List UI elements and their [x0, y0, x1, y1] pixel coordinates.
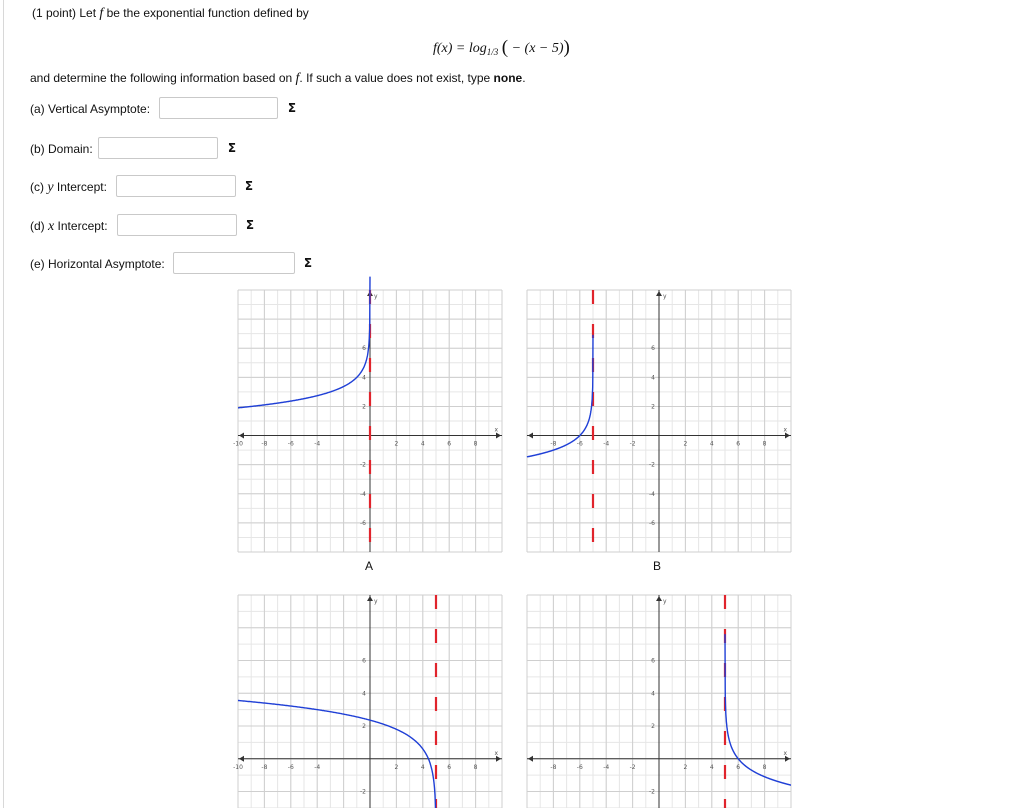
x-tick-label: -8 — [261, 763, 268, 771]
x-tick-label: -2 — [629, 440, 636, 448]
x-tick-label: 2 — [394, 440, 399, 448]
y-tick-label: 4 — [362, 690, 366, 698]
x-tick-label: -10 — [233, 763, 243, 771]
graph-a[interactable] — [233, 290, 502, 552]
x-tick-label: -8 — [550, 440, 557, 448]
y-tick-label: 2 — [362, 723, 366, 730]
y-axis-label: y — [374, 598, 378, 605]
y-tick-label: 6 — [651, 345, 655, 353]
instruction — [30, 71, 526, 87]
x-axis-label: x — [783, 749, 787, 757]
x-tick-label: -4 — [314, 763, 321, 771]
points-text: (1 point) Let — [32, 6, 97, 20]
graph-b-label: B — [653, 559, 662, 573]
formula-base: 1/3 — [486, 47, 499, 57]
y-tick-label: -4 — [649, 490, 655, 498]
x-tick-label: -4 — [603, 440, 610, 448]
formula-inner: − (x − 5) — [508, 41, 564, 56]
domain-sigma-button[interactable]: Σ — [227, 141, 237, 155]
x-tick-label: 4 — [420, 763, 425, 771]
x-tick-label: 8 — [762, 763, 767, 771]
y-intercept-sigma-button[interactable]: Σ — [244, 179, 254, 193]
x-axis-arrow-left — [528, 433, 533, 439]
horizontal-asymptote-label: (e) Horizontal Asymptote: — [30, 257, 165, 271]
x-axis-label: x — [494, 426, 498, 434]
x-tick-label: -6 — [576, 763, 583, 771]
x-intercept-input[interactable] — [117, 214, 237, 236]
domain-label: (b) Domain: — [30, 142, 93, 156]
graph-c[interactable] — [233, 595, 502, 808]
x-tick-label: 4 — [709, 763, 714, 771]
domain-input[interactable] — [98, 137, 218, 159]
x-tick-label: 2 — [683, 763, 688, 771]
x-tick-label: -6 — [287, 440, 294, 448]
vertical-asymptote-label: (a) Vertical Asymptote: — [30, 102, 151, 116]
y-axis-arrow — [656, 596, 662, 601]
x-tick-label: -6 — [287, 763, 294, 771]
x-tick-label: 2 — [394, 763, 399, 771]
y-tick-label: -2 — [360, 461, 366, 469]
y-tick-label: 4 — [651, 690, 655, 698]
y-axis-label: y — [663, 293, 667, 300]
x-tick-label: -10 — [233, 440, 243, 448]
x-intercept-label: (d) x Intercept: — [30, 219, 108, 234]
x-tick-label: -6 — [576, 440, 583, 448]
y-tick-label: -2 — [649, 788, 655, 796]
x-tick-label: 4 — [420, 440, 425, 448]
y-tick-label: 6 — [651, 657, 655, 665]
y-intercept-label: (c) y Intercept: — [30, 180, 107, 195]
intro-text: be the exponential function defined by — [106, 6, 309, 20]
y-tick-label: -6 — [649, 519, 655, 527]
function-curve — [527, 335, 593, 457]
y-tick-label: 4 — [362, 374, 366, 382]
y-tick-label: -2 — [649, 461, 655, 469]
formula-open-paren: ( — [501, 37, 509, 58]
function-symbol: f — [99, 6, 104, 21]
formula-lhs: f(x) = log — [433, 41, 487, 56]
left-border — [3, 0, 4, 808]
x-tick-label: -8 — [550, 763, 557, 771]
instruction-period: . — [522, 71, 526, 85]
x-axis-arrow-left — [239, 433, 244, 439]
graph-d[interactable] — [527, 595, 791, 808]
vertical-asymptote-input[interactable] — [159, 97, 278, 119]
x-tick-label: -4 — [314, 440, 321, 448]
y-tick-label: -2 — [360, 788, 366, 796]
x-tick-label: 6 — [447, 440, 452, 448]
x-axis-label: x — [494, 749, 498, 757]
x-tick-label: 6 — [447, 763, 452, 771]
y-tick-label: 6 — [362, 657, 366, 665]
x-tick-label: 4 — [709, 440, 714, 448]
x-tick-label: -2 — [629, 763, 636, 771]
y-tick-label: 2 — [651, 403, 655, 411]
x-tick-label: 6 — [736, 763, 741, 771]
x-tick-label: -4 — [603, 763, 610, 771]
y-tick-label: 6 — [362, 345, 366, 353]
x-tick-label: -8 — [261, 440, 268, 448]
y-tick-label: 2 — [651, 723, 655, 730]
x-intercept-sigma-button[interactable]: Σ — [245, 218, 255, 232]
x-axis-arrow-left — [239, 756, 244, 762]
x-tick-label: 2 — [683, 440, 688, 448]
none-keyword: none — [493, 71, 523, 85]
horizontal-asymptote-input[interactable] — [173, 252, 295, 274]
x-tick-label: 8 — [762, 440, 767, 448]
instruction-prefix: and determine the following information based on — [30, 71, 293, 85]
vertical-asymptote-sigma-button[interactable]: Σ — [287, 101, 297, 115]
graph-a-label: A — [365, 559, 374, 573]
y-tick-label: 4 — [651, 374, 655, 382]
y-tick-label: 2 — [362, 403, 366, 411]
y-axis-label: y — [663, 598, 667, 605]
y-axis-arrow — [367, 596, 373, 601]
y-tick-label: -4 — [360, 490, 366, 498]
x-tick-label: 8 — [473, 440, 478, 448]
y-intercept-input[interactable] — [116, 175, 236, 197]
instruction-suffix: . If such a value does not exist, type — [299, 71, 491, 85]
graph-b[interactable] — [527, 290, 791, 552]
x-axis-label: x — [783, 426, 787, 434]
question-intro — [32, 6, 309, 22]
x-tick-label: 6 — [736, 440, 741, 448]
formula-close-paren: ) — [563, 37, 570, 58]
x-axis-arrow-left — [528, 756, 533, 762]
y-tick-label: -6 — [360, 519, 366, 527]
horizontal-asymptote-sigma-button[interactable]: Σ — [303, 256, 313, 270]
y-axis-label: y — [374, 293, 378, 300]
instruction-function-symbol: f — [295, 71, 300, 86]
function-formula — [433, 36, 570, 58]
y-axis-arrow — [656, 291, 662, 296]
x-tick-label: 8 — [473, 763, 478, 771]
